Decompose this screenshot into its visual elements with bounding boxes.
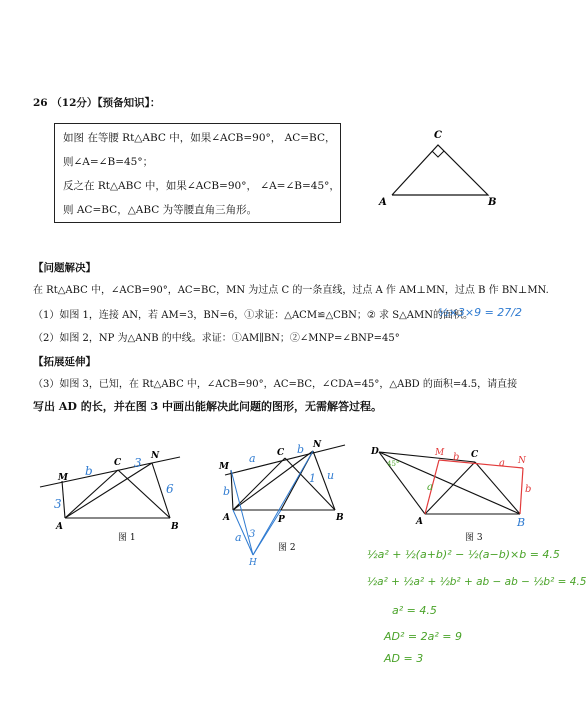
fig1-note-3-left: 3 — [54, 497, 62, 511]
fig1-label-n: N — [151, 451, 160, 461]
fig3-note-a-top: a — [499, 458, 505, 469]
triangle-label-c: C — [434, 130, 442, 141]
fig2-label-n: N — [313, 440, 322, 450]
fig1-note-b: b — [85, 464, 93, 478]
fig2-note-u: u — [327, 469, 335, 482]
fig3-label-m: M — [435, 448, 445, 458]
fig1-label-a: A — [56, 522, 63, 532]
fig3-label-n: N — [518, 456, 526, 466]
knowledge-line-1: 如图 在等腰 Rt△ABC 中，如果∠ACB=90°， AC=BC， — [63, 132, 336, 144]
knowledge-box — [54, 123, 341, 223]
fig2-caption: 图 2 — [278, 543, 296, 553]
fig1-note-3: 3 — [134, 456, 142, 470]
figure-1 — [30, 445, 190, 545]
knowledge-line-3: 反之在 Rt△ABC 中，如果∠ACB=90°， ∠A=∠B=45°， — [63, 180, 340, 192]
fig3-note-b: b — [453, 452, 460, 463]
fig2-note-b: b — [297, 443, 305, 456]
problem-heading: 【问题解决】 — [33, 262, 96, 274]
fig3-label-a: A — [416, 517, 423, 527]
handwritten-eq-3: a² = 4.5 — [392, 604, 437, 617]
fig1-label-c: C — [114, 458, 122, 468]
extension-heading: 【拓展延伸】 — [33, 356, 96, 368]
fig2-label-h: H — [249, 558, 257, 568]
knowledge-line-2: 则∠A=∠B=45°； — [63, 156, 154, 168]
fig2-note-3: 3 — [249, 529, 256, 540]
fig3-note-45: 45° — [387, 460, 400, 468]
figure-3 — [365, 440, 535, 540]
fig2-label-m: M — [219, 462, 229, 472]
fig2-label-a: A — [223, 513, 230, 523]
fig3-label-d: D — [371, 447, 379, 457]
handwritten-eq-2: ½a² + ½a² + ½b² + ab − ab − ½b² = 4.5 — [367, 576, 586, 588]
fig3-note-a: a — [427, 482, 433, 493]
fig3-note-b-right: b — [525, 484, 532, 495]
fig2-label-p: P — [278, 515, 285, 525]
knowledge-line-4: 则 AC=BC，△ABC 为等腰直角三角形。 — [63, 204, 258, 216]
handwritten-eq-5: AD = 3 — [384, 652, 424, 665]
handwritten-answer-1: ½×3×9 = 27/2 — [438, 306, 523, 319]
triangle-label-b: B — [488, 197, 497, 208]
question-1: （1）如图 1，连接 AN，若 AM=3，BN=6，①求证：△ACM≌△CBN；② 求 S△AMN的面积。 — [33, 310, 473, 321]
fig2-note-1: 1 — [309, 472, 316, 485]
question-2: （2）如图 2，NP 为△ANB 的中线。求证：①AM∥BN；②∠MNP=∠BNP=45° — [33, 333, 400, 344]
handwritten-eq-1: ½a² + ½(a+b)² − ½(a−b)×b = 4.5 — [367, 548, 560, 561]
handwritten-eq-4: AD² = 2a² = 9 — [384, 630, 462, 643]
triangle-label-a: A — [379, 197, 387, 208]
fig3-label-c: C — [471, 450, 479, 460]
fig3-label-b: B — [517, 516, 526, 529]
fig2-note-b-left: b — [223, 485, 231, 498]
question-number: 26 （12分）【预备知识】： — [33, 97, 161, 109]
problem-statement: 在 Rt△ABC 中，∠ACB=90°，AC=BC，MN 为过点 C 的一条直线，过点 A 作 AM⊥MN，过点 B 作 BN⊥MN. — [33, 285, 549, 296]
fig3-caption: 图 3 — [465, 533, 483, 543]
question-3-line-2: 写出 AD 的长，并在图 3 中画出能解决此问题的图形，无需解答过程。 — [33, 400, 383, 413]
fig2-label-c: C — [277, 448, 285, 458]
fig1-note-6: 6 — [166, 482, 174, 496]
fig1-caption: 图 1 — [118, 533, 136, 543]
question-3-line-1: （3）如图 3，已知，在 Rt△ABC 中，∠ACB=90°，AC=BC，∠CDA=45°，△ABD 的面积=4.5，请直接 — [33, 379, 518, 390]
fig2-note-a: a — [249, 452, 256, 465]
fig1-label-m: M — [58, 473, 68, 483]
fig2-label-b: B — [336, 513, 344, 523]
triangle-figure — [370, 125, 510, 210]
fig1-label-b: B — [171, 522, 179, 532]
fig2-note-a-lower: a — [235, 531, 242, 544]
